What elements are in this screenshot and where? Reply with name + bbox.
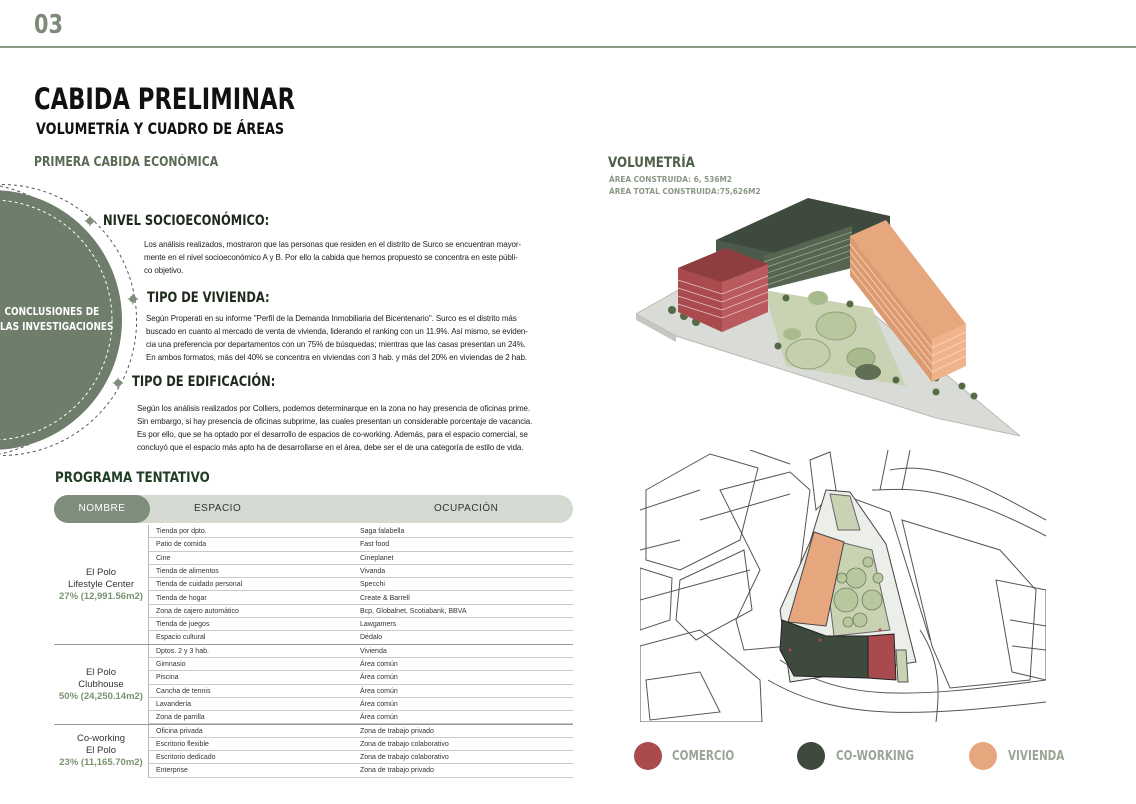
table-row	[148, 658, 573, 671]
section-label: PRIMERA CABIDA ECONÓMICA	[34, 155, 219, 170]
group-name	[54, 567, 148, 603]
espacio-cell: Gimnasio	[156, 661, 186, 668]
text-line: En ambos formatos, más del 40% se concentra en viviendas con 3 hab. y más del 20% en viviendas de 2 hab.	[146, 353, 527, 362]
table-row	[148, 552, 573, 565]
page-number: 03	[34, 10, 63, 40]
legend-comercio-label: COMERCIO	[672, 749, 735, 764]
espacio-cell: Oficina privada	[156, 727, 203, 735]
ocupacion-cell: Vivienda	[360, 647, 387, 655]
ocupacion-cell: Área común	[360, 661, 398, 668]
espacio-cell: Escritorio dedicado	[156, 754, 216, 762]
table-row	[148, 578, 573, 591]
ocupacion-cell: Dédalo	[360, 634, 383, 642]
ocupacion-cell: Saga falabella	[360, 528, 405, 535]
header-ocupacion: OCUPACIÓN	[434, 503, 499, 514]
espacio-cell: Piscina	[156, 674, 179, 682]
group-name-line2: Lifestyle Center	[67, 578, 134, 590]
area-total-construida: ÁREA TOTAL CONSTRUIDA:75,626M2	[609, 187, 761, 196]
volumetria-title: VOLUMETRÍA	[608, 155, 695, 171]
group-percentage: 27% (12,991.56m2)	[59, 590, 143, 602]
programa-title: PROGRAMA TENTATIVO	[55, 470, 210, 486]
column-divider	[148, 645, 149, 725]
table-row	[148, 764, 573, 777]
legend-comercio-swatch	[634, 742, 662, 770]
group-name	[54, 667, 148, 703]
table-row	[148, 565, 573, 578]
area-construida: ÁREA CONSTRUIDA: 6, 536M2	[609, 175, 732, 184]
espacio-cell: Zona de cajero automático	[156, 607, 239, 615]
circle-label-line2: LAS INVESTIGACIONES	[0, 321, 114, 333]
table-row	[148, 538, 573, 551]
circle-label	[0, 305, 122, 335]
page-title: CABIDA PRELIMINAR	[34, 82, 295, 116]
group-percentage: 23% (11,165.70m2)	[59, 757, 143, 769]
topic-heading-socioeconomico: NIVEL SOCIOECONÓMICO:	[103, 213, 270, 229]
table-row	[148, 605, 573, 618]
group-name	[54, 733, 148, 769]
topic-bullet-icon	[84, 215, 96, 227]
table-row	[148, 751, 573, 764]
topic-heading-edificacion: TIPO DE EDIFICACIÓN:	[132, 374, 276, 390]
table-header	[54, 495, 573, 523]
espacio-cell: Tienda de juegos	[156, 621, 210, 629]
topic-body-socioeconomico	[144, 238, 521, 277]
group-name-line1: El Polo	[85, 666, 117, 678]
text-line: Los análisis realizados, mostraron que las personas que residen en el distrito de Surco se encuentran mayor-	[144, 240, 521, 249]
table-row	[148, 645, 573, 658]
table-row	[148, 685, 573, 698]
espacio-cell: Patio de comida	[156, 541, 207, 549]
ocupacion-cell: Área común	[360, 700, 398, 708]
header-nombre: NOMBRE	[54, 495, 150, 523]
ocupacion-cell: Zona de trabajo privado	[360, 727, 434, 735]
table-row	[148, 698, 573, 711]
site-plan-illustration	[640, 450, 1046, 722]
legend-vivienda-label: VIVIENDA	[1008, 749, 1065, 764]
espacio-cell: Espacio cultural	[156, 634, 206, 642]
table-row	[148, 725, 573, 738]
header-espacio: ESPACIO	[194, 503, 242, 514]
text-line: buscado en cuanto al mercado de venta de vivienda, liderando el ranking con un 11.9%. Así mismo, se eviden-	[146, 327, 528, 336]
text-line: Según Properati en su informe "Perfil de la Demanda Inmobiliaria del Bicentenario". Surco es el distrito más	[146, 314, 517, 323]
topic-body-edificacion	[137, 402, 532, 454]
topic-bullet-icon	[112, 377, 124, 389]
text-line: Es por ello, que se ha optado por el desarrollo de espacios de co-working. Además, para el espacio comercial, se	[137, 430, 528, 439]
top-divider	[0, 46, 1136, 48]
text-line: Sin embargo, si hay presencia de oficinas subprime, las cuales presentan un considerable porcentaje de vacancia.	[137, 417, 533, 426]
group-percentage: 50% (24,250.14m2)	[59, 690, 143, 702]
text-line: Según los análisis realizados por Colliers, podemos determinarque en la zona no hay presencia de oficinas prime.	[137, 404, 531, 413]
group-name-line2: El Polo	[85, 745, 117, 757]
legend-coworking-swatch	[797, 742, 825, 770]
ocupacion-cell: Specchi	[360, 581, 385, 589]
espacio-cell: Enterprise	[156, 767, 188, 775]
table-row	[148, 738, 573, 751]
column-divider	[148, 525, 149, 645]
text-line: mente en el nivel socioeconómico A y B. Por ello la cabida que hemos propuesto se concentra en este públi-	[144, 253, 518, 262]
espacio-cell: Cancha de tennis	[156, 687, 211, 695]
legend-vivienda-swatch	[969, 742, 997, 770]
espacio-cell: Tienda de alimentos	[156, 567, 219, 575]
topic-body-vivienda	[146, 312, 528, 364]
topic-heading-vivienda: TIPO DE VIVIENDA:	[147, 290, 270, 306]
table-row	[148, 525, 573, 538]
text-line: cia una preferencia por departamentos con un 75% de búsquedas; mientras que las casas presentan un 24%.	[146, 340, 526, 349]
ocupacion-cell: Vivanda	[360, 567, 386, 575]
group-name-line2: Clubhouse	[78, 678, 124, 690]
ocupacion-cell: Área común	[360, 674, 398, 682]
espacio-cell: Escritorio flexible	[156, 740, 209, 748]
table-row	[148, 711, 573, 724]
espacio-cell: Tienda de cuidado personal	[156, 581, 243, 589]
espacio-cell: Lavandería	[156, 700, 192, 708]
espacio-cell: Zona de parrilla	[156, 714, 205, 722]
ocupacion-cell: Área común	[360, 714, 398, 722]
topic-bullet-icon	[127, 293, 139, 305]
circle-label-line1: CONCLUSIONES DE	[4, 306, 100, 318]
ocupacion-cell: Zona de trabajo colaborativo	[360, 740, 449, 748]
ocupacion-cell: Create & Barrell	[360, 594, 410, 602]
ocupacion-cell: Área común	[360, 687, 398, 695]
espacio-cell: Cine	[156, 554, 171, 562]
text-line: concluyó que el espacio más apto ha de desarrollarse en el área, debe ser el de una categoría de estilo de vida.	[137, 443, 524, 452]
espacio-cell: Tienda por dpto.	[156, 528, 207, 535]
volumetry-isometric-illustration	[636, 196, 1022, 438]
text-line: co objetivo.	[144, 266, 184, 275]
table-row	[148, 592, 573, 605]
group-name-line1: El Polo	[85, 566, 117, 578]
ocupacion-cell: Fast food	[360, 541, 390, 549]
table-row	[148, 671, 573, 684]
column-divider	[148, 725, 149, 778]
table-row	[148, 618, 573, 631]
ocupacion-cell: Lawgamers	[360, 621, 397, 629]
page-subtitle: VOLUMETRÍA Y CUADRO DE ÁREAS	[36, 119, 285, 138]
legend-coworking-label: CO-WORKING	[836, 749, 915, 764]
ocupacion-cell: Zona de trabajo privado	[360, 767, 434, 775]
ocupacion-cell: Bcp, Globalnet, Scotiabank, BBVA	[360, 607, 467, 615]
group-name-line1: Co-working	[76, 733, 126, 745]
ocupacion-cell: Zona de trabajo colaborativo	[360, 754, 449, 762]
ocupacion-cell: Cineplanet	[360, 554, 394, 562]
table-row	[148, 631, 573, 644]
espacio-cell: Tienda de hogar	[156, 594, 207, 602]
espacio-cell: Dptos. 2 y 3 hab.	[156, 647, 209, 655]
